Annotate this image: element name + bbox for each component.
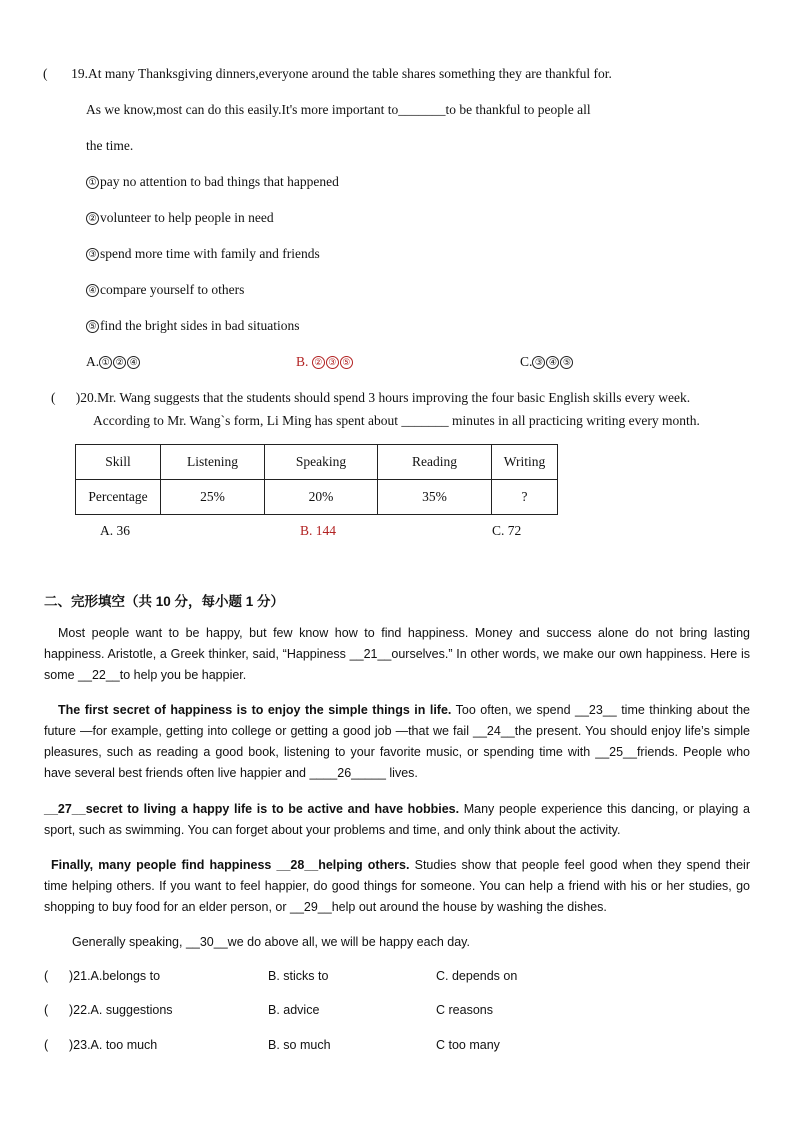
section-heading: 二、完形填空（共 10 分，每小题 1 分） xyxy=(44,594,285,609)
table-row: Percentage 25% 20% 35% ? xyxy=(76,480,558,515)
option-b[interactable]: B. so much xyxy=(268,1038,331,1052)
option-a[interactable]: A. 36 xyxy=(100,523,130,538)
option-a[interactable]: A. ① ② ④ xyxy=(86,354,141,370)
option-c[interactable]: C too many xyxy=(436,1038,500,1052)
answer-row-21 xyxy=(44,969,160,983)
option-a[interactable]: )23.A. too much xyxy=(69,1038,158,1052)
option-c[interactable]: C. 72 xyxy=(492,523,522,538)
answer-blank-23[interactable]: ( xyxy=(44,1038,49,1052)
circled-number: ⑤ xyxy=(86,320,99,333)
question-20 xyxy=(51,390,751,406)
answer-blank-19[interactable]: ( xyxy=(43,66,48,81)
paragraph-4: Finally, many people find happiness __28__helping others. Studies show that people feel good when they spend their time helping others. If you want to feel happier, do good things for someone. You can help a friend with his or her studies, go shopping to buy food for an elder person, or __29__help out around the house by washing the dishes. xyxy=(44,858,750,914)
option-a[interactable]: )21.A.belongs to xyxy=(69,969,161,983)
answer-row-22 xyxy=(44,1003,173,1017)
circled-number: ② xyxy=(86,212,99,225)
skill-table xyxy=(75,444,558,515)
option-b[interactable]: B. ② ③ ⑤ xyxy=(296,354,354,370)
paragraph-3: __27__secret to living a happy life is to be active and have hobbies. Many people experience this dancing, or playing a sport, such as swimming. You can forget about your problems and time, and only think about the activity. xyxy=(44,802,750,837)
list-item: ③ spend more time with family and friends xyxy=(86,246,320,262)
option-b[interactable]: B. sticks to xyxy=(268,969,329,983)
list-item: ① pay no attention to bad things that happened xyxy=(86,174,339,190)
paragraph-5: Generally speaking, __30__we do above all, we will be happy each day. xyxy=(72,935,470,949)
option-b[interactable]: B. advice xyxy=(268,1003,320,1017)
option-c[interactable]: C. depends on xyxy=(436,969,518,983)
option-b[interactable]: B. 144 xyxy=(300,523,337,538)
list-item: ④ compare yourself to others xyxy=(86,282,244,298)
paragraph-2: The first secret of happiness is to enjoy the simple things in life. Too often, we spend __23__ time thinking about the future —for example, getting into college or getting a good job —that we fail __24__the present. You should enjoy life’s simple pleasures, such as reading a good book, listening to your favorite music, or spending time with __25__friends. People who have several best friends often live happier and ____26_____ lives. xyxy=(44,703,750,780)
circled-number: ③ xyxy=(86,248,99,261)
circled-number: ④ xyxy=(86,284,99,297)
answer-blank-20[interactable]: ( xyxy=(51,390,56,405)
question-19-line2: As we know,most can do this easily.It's more important to_______to be thankful to people all xyxy=(86,102,591,117)
question-20-line2: According to Mr. Wang`s form, Li Ming has spent about _______ minutes in all practicing writing every month. xyxy=(93,413,700,428)
list-item: ② volunteer to help people in need xyxy=(86,210,274,226)
option-c[interactable]: C. ③ ④ ⑤ xyxy=(520,354,574,370)
question-20-stem: )20.Mr. Wang suggests that the students should spend 3 hours improving the four basic English skills every week. xyxy=(75,390,691,405)
question-19-stem: 19.At many Thanksgiving dinners,everyone around the table shares something they are thankful for. xyxy=(71,66,612,81)
answer-blank-22[interactable]: ( xyxy=(44,1003,49,1017)
table-row: Skill Listening Speaking Reading Writing xyxy=(76,445,558,480)
paragraph-1: Most people want to be happy, but few know how to find happiness. Money and success alone do not bring lasting happiness. Aristotle, a Greek thinker, said, “Happiness __21__ourselves.” In other words, we make our own happiness. Here is some __22__to help you be happier. xyxy=(44,626,750,682)
question-19-line3: the time. xyxy=(86,138,134,153)
answer-row-23 xyxy=(44,1038,157,1052)
circled-number: ① xyxy=(86,176,99,189)
option-a[interactable]: )22.A. suggestions xyxy=(69,1003,173,1017)
option-c[interactable]: C reasons xyxy=(436,1003,493,1017)
question-19 xyxy=(43,66,612,82)
list-item: ⑤ find the bright sides in bad situations xyxy=(86,318,299,334)
answer-blank-21[interactable]: ( xyxy=(44,969,49,983)
